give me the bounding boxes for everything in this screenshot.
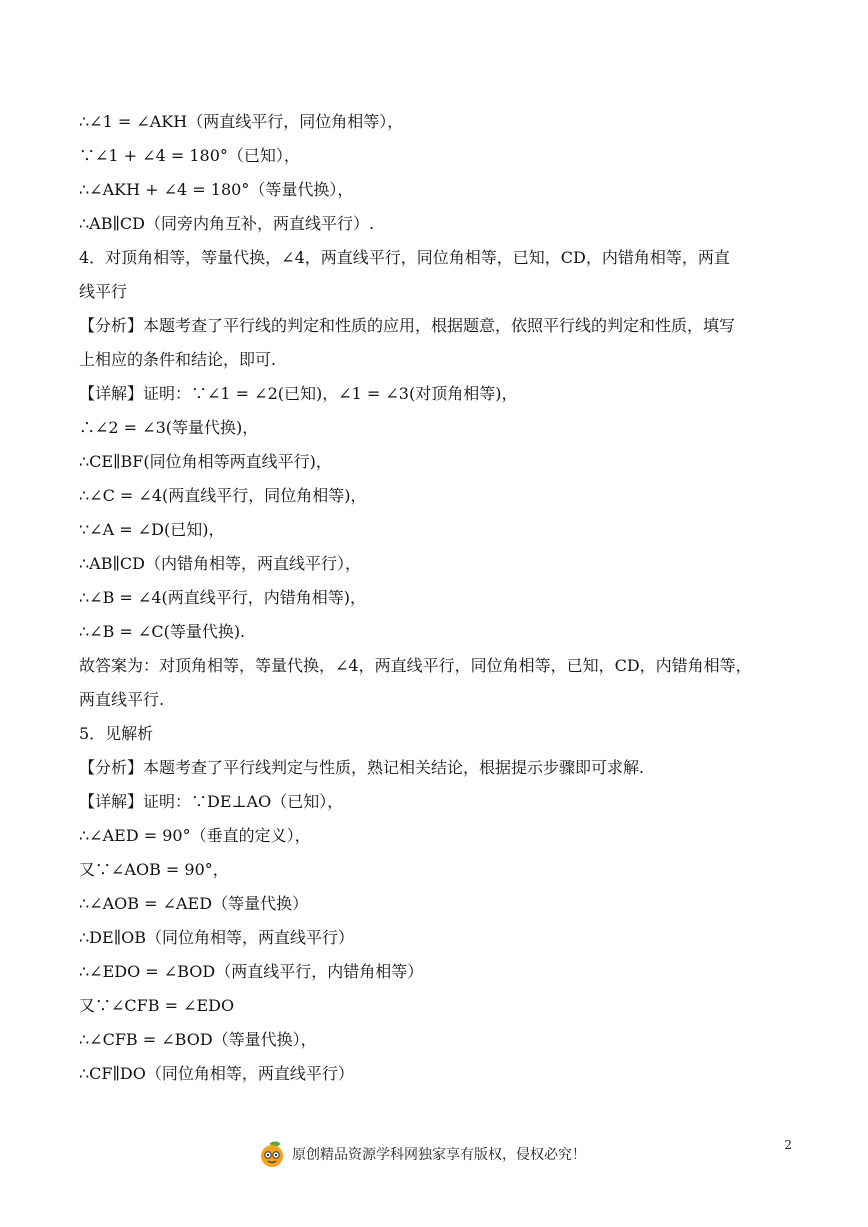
text-line: ∴∠2 = ∠3(等量代换)，: [79, 418, 259, 437]
page-footer: [258, 1136, 618, 1172]
text-line: ∴CE∥BF(同位角相等两直线平行)，: [79, 452, 332, 471]
text-line: ∴∠AKH + ∠4 = 180°（等量代换），: [79, 180, 354, 199]
text-line: ∴AB∥CD（内错角相等，两直线平行），: [79, 554, 361, 573]
text-line: ∴∠AED = 90°（垂直的定义），: [79, 826, 311, 845]
orange-mascot-logo-icon: [258, 1140, 286, 1168]
analysis-heading: 【分析】本题考查了平行线判定与性质，熟记相关结论，根据提示步骤即可求解.: [79, 758, 645, 777]
text-line: ∴∠B = ∠4(两直线平行，内错角相等)，: [79, 588, 366, 607]
text-line: ∴∠EDO = ∠BOD（两直线平行，内错角相等）: [79, 962, 424, 981]
text-line: 上相应的条件和结论，即可.: [79, 350, 277, 369]
text-line: 又∵∠AOB = 90°，: [79, 860, 229, 879]
text-line: ∴DE∥OB（同位角相等，两直线平行）: [79, 928, 354, 947]
text-line: ∴∠CFB = ∠BOD（等量代换），: [79, 1030, 317, 1049]
detail-heading: 【详解】证明：∵DE⊥AO（已知），: [79, 792, 344, 811]
text-line: ∴CF∥DO（同位角相等，两直线平行）: [79, 1064, 354, 1083]
text-line: ∴∠1 = ∠AKH（两直线平行，同位角相等），: [79, 112, 404, 131]
text-line: ∴AB∥CD（同旁内角互补，两直线平行）.: [79, 214, 375, 233]
page-number: 2: [784, 1138, 792, 1152]
text-line: 两直线平行.: [79, 690, 165, 709]
detail-heading: 【详解】证明：∵∠1 = ∠2(已知)，∠1 = ∠3(对顶角相等)，: [79, 384, 518, 403]
text-line: 线平行: [79, 282, 128, 301]
text-line: ∴∠B = ∠C(等量代换).: [79, 622, 246, 641]
text-line: ∵∠A = ∠D(已知)，: [79, 520, 225, 539]
text-line: ∴∠C = ∠4(两直线平行，同位角相等)，: [79, 486, 367, 505]
question-5-answer: 5．见解析: [79, 724, 154, 743]
text-line: ∴∠AOB = ∠AED（等量代换）: [79, 894, 309, 913]
answer-summary: 故答案为：对顶角相等，等量代换，∠4，两直线平行，同位角相等，已知，CD，内错角相等，: [79, 656, 752, 675]
text-line: 又∵∠CFB = ∠EDO: [79, 996, 235, 1015]
text-line: ∵∠1 + ∠4 = 180°（已知），: [79, 146, 300, 165]
question-4-answer: 4．对顶角相等，等量代换，∠4，两直线平行，同位角相等，已知，CD，内错角相等，两直: [79, 248, 730, 267]
copyright-text: 原创精品资源学科网独家享有版权，侵权必究！: [292, 1147, 586, 1163]
analysis-heading: 【分析】本题考查了平行线的判定和性质的应用，根据题意，依照平行线的判定和性质，填写: [79, 316, 736, 335]
